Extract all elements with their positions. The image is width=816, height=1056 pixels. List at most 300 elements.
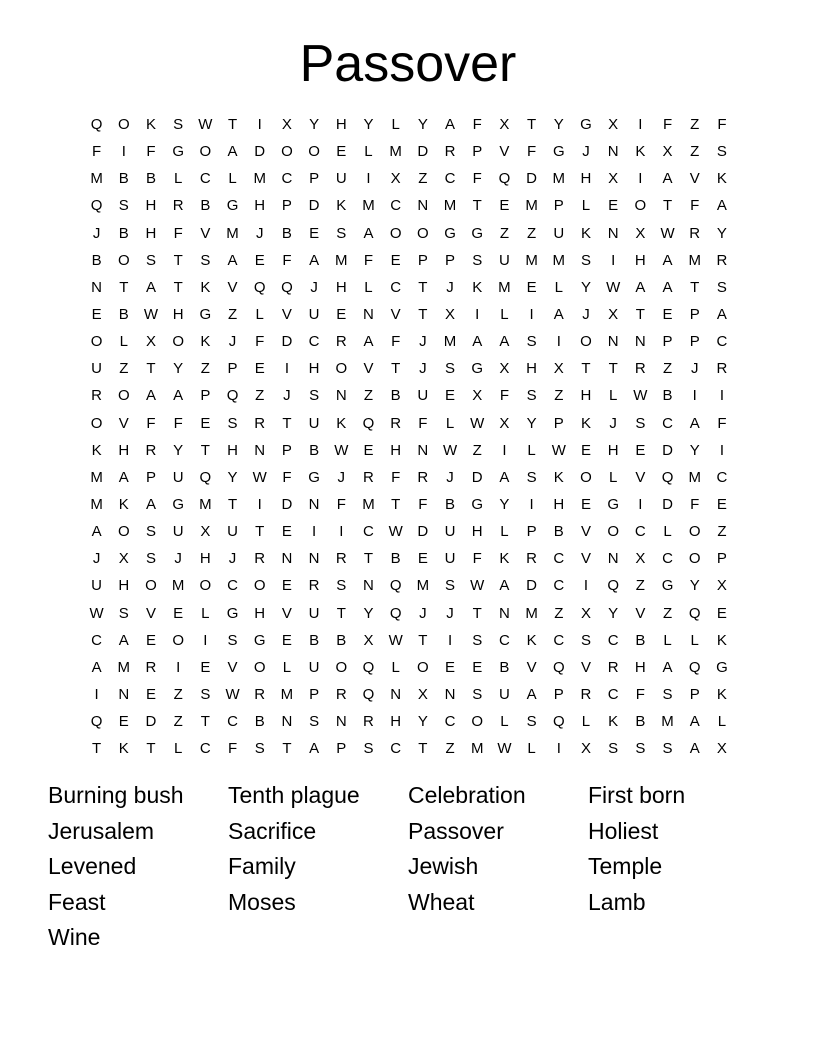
grid-letter: M [498, 278, 511, 296]
grid-letter: K [336, 414, 347, 432]
grid-letter: Q [362, 685, 375, 703]
grid-letter: F [255, 333, 265, 351]
grid-letter: E [526, 278, 537, 296]
grid-letter: O [281, 143, 293, 161]
word-list-item: Temple [588, 853, 663, 880]
grid-letter: B [553, 523, 564, 541]
grid-letter: F [282, 251, 292, 269]
grid-letter: N [281, 713, 293, 731]
grid-letter: V [580, 550, 591, 568]
grid-letter: A [689, 713, 700, 731]
grid-letter: W [470, 577, 485, 595]
grid-letter: Z [200, 360, 210, 378]
grid-letter: E [91, 305, 102, 323]
grid-letter: S [200, 685, 211, 703]
grid-letter: K [118, 495, 129, 513]
grid-letter: K [716, 685, 727, 703]
word-list-item: Burning bush [48, 782, 184, 808]
grid-letter: E [472, 658, 483, 676]
grid-letter: F [92, 143, 102, 161]
grid-letter: J [92, 224, 101, 242]
grid-letter: T [255, 523, 265, 541]
grid-letter: D [145, 713, 157, 731]
grid-letter: J [609, 414, 617, 432]
grid-letter: M [90, 468, 103, 486]
grid-letter: O [199, 577, 212, 595]
grid-letter: I [339, 523, 344, 541]
grid-letter: D [281, 333, 293, 351]
grid-letter: Z [445, 740, 455, 758]
grid-letter: Y [417, 116, 428, 133]
grid-letter: Z [527, 224, 537, 242]
grid-letter: Y [499, 495, 510, 513]
grid-letter: X [200, 523, 211, 541]
grid-letter: Y [173, 360, 184, 378]
grid-letter: A [118, 631, 129, 649]
grid-letter: T [282, 414, 292, 432]
grid-letter: Z [418, 170, 428, 188]
grid-letter: A [363, 224, 374, 242]
grid-letter: W [225, 685, 240, 703]
grid-letter: I [447, 631, 453, 649]
grid-letter: F [173, 224, 183, 242]
grid-letter: B [390, 387, 401, 405]
grid-letter: X [417, 685, 428, 703]
grid-letter: R [91, 387, 103, 405]
grid-letter: Y [553, 116, 564, 133]
grid-letter: C [308, 333, 320, 351]
grid-letter: N [607, 143, 619, 161]
grid-letter: H [553, 495, 565, 513]
grid-letter: O [335, 658, 348, 676]
grid-letter: I [719, 387, 724, 405]
grid-letter: P [336, 740, 347, 758]
grid-letter: I [638, 170, 643, 188]
grid-letter: W [198, 116, 213, 133]
grid-letter: P [281, 197, 292, 215]
grid-letter: S [526, 387, 537, 405]
grid-letter: B [635, 631, 646, 649]
grid-letter: S [118, 604, 129, 622]
grid-letter: K [608, 713, 619, 731]
grid-letter: Z [363, 387, 374, 405]
grid-letter: Z [690, 116, 700, 133]
grid-letter: F [173, 414, 183, 432]
grid-letter: E [336, 143, 347, 161]
grid-letter: A [553, 305, 564, 323]
grid-letter: P [716, 550, 727, 568]
grid-letter: H [254, 197, 266, 215]
grid-letter: S [309, 387, 320, 405]
grid-letter: Z [554, 604, 564, 622]
grid-letter: I [556, 333, 561, 351]
grid-letter: O [417, 658, 429, 676]
grid-letter: I [529, 305, 534, 323]
grid-letter: B [390, 550, 401, 568]
grid-letter: U [308, 604, 320, 622]
grid-letter: O [199, 143, 212, 161]
grid-letter: G [226, 197, 239, 215]
grid-letter: T [119, 278, 129, 296]
grid-letter: J [446, 468, 454, 486]
grid-letter: S [200, 251, 211, 269]
grid-letter: R [444, 143, 456, 161]
grid-letter: B [336, 631, 347, 649]
grid-letter: R [526, 550, 538, 568]
grid-letter: D [281, 495, 293, 513]
grid-letter: P [526, 523, 537, 541]
grid-letter: Z [635, 577, 645, 595]
grid-letter: S [173, 116, 184, 133]
grid-letter: L [527, 740, 536, 758]
grid-letter: T [173, 278, 183, 296]
grid-letter: N [308, 550, 320, 568]
grid-letter: Q [498, 170, 511, 188]
letter-grid [83, 111, 736, 762]
grid-letter: H [145, 197, 157, 215]
grid-letter: H [145, 224, 157, 242]
grid-letter: O [308, 143, 320, 161]
grid-letter: U [172, 523, 184, 541]
grid-letter: X [145, 333, 156, 351]
grid-letter: N [498, 604, 510, 622]
grid-letter: M [362, 197, 375, 215]
grid-letter: T [662, 197, 673, 215]
grid-letter: M [416, 577, 430, 595]
grid-letter: N [634, 333, 646, 351]
grid-letter: E [662, 305, 673, 323]
grid-letter: E [309, 224, 320, 242]
grid-letter: Y [227, 468, 238, 486]
grid-letter: D [471, 468, 483, 486]
grid-letter: E [580, 441, 591, 459]
grid-letter: K [200, 278, 211, 296]
grid-letter: C [553, 550, 565, 568]
grid-letter: H [335, 278, 347, 296]
grid-letter: I [475, 305, 480, 323]
grid-letter: N [118, 685, 130, 703]
grid-letter: A [526, 685, 537, 703]
grid-letter: S [254, 740, 265, 758]
grid-letter: B [499, 658, 510, 676]
grid-letter: M [470, 740, 484, 758]
grid-letter: B [91, 251, 102, 269]
grid-letter: H [254, 604, 266, 622]
grid-letter: P [689, 685, 700, 703]
grid-letter: A [227, 143, 238, 161]
grid-letter: S [716, 143, 727, 161]
grid-letter: W [334, 441, 349, 459]
grid-letter: R [417, 468, 429, 486]
grid-letter: S [526, 468, 537, 486]
grid-letter: T [336, 604, 346, 622]
grid-letter: E [499, 197, 510, 215]
word-list-item: First born [588, 782, 686, 808]
grid-letter: P [227, 360, 238, 378]
grid-letter: T [472, 197, 482, 215]
grid-letter: T [581, 360, 591, 378]
grid-letter: G [607, 495, 619, 513]
grid-letter: U [91, 360, 103, 378]
word-list-item: Jewish [408, 853, 479, 880]
grid-letter: V [227, 278, 238, 296]
grid-letter: F [690, 197, 700, 215]
grid-letter: S [472, 251, 483, 269]
grid-letter: J [446, 604, 454, 622]
grid-letter: S [662, 740, 673, 758]
grid-letter: M [688, 251, 701, 269]
grid-letter: T [418, 305, 428, 323]
grid-letter: Z [554, 387, 564, 405]
grid-letter: C [227, 713, 238, 731]
grid-letter: E [281, 577, 292, 595]
grid-letter: S [526, 713, 537, 731]
word-list-item: Sacrifice [228, 817, 317, 844]
grid-letter: W [388, 523, 403, 541]
grid-letter: J [419, 604, 427, 622]
grid-letter: T [173, 251, 183, 269]
grid-letter: D [662, 495, 673, 513]
grid-letter: E [145, 631, 156, 649]
grid-letter: X [635, 550, 646, 568]
grid-letter: K [716, 631, 727, 649]
grid-letter: Y [526, 414, 537, 432]
grid-letter: X [472, 387, 483, 405]
grid-letter: A [689, 740, 700, 758]
grid-letter: C [634, 523, 646, 541]
grid-letter: G [172, 495, 184, 513]
grid-letter: G [580, 116, 592, 133]
grid-letter: R [254, 550, 266, 568]
grid-letter: M [443, 197, 457, 215]
grid-letter: W [442, 441, 458, 459]
grid-letter: O [634, 197, 647, 215]
puzzle-title: Passover [299, 35, 517, 93]
grid-letter: I [366, 170, 371, 188]
grid-letter: Q [552, 713, 565, 731]
grid-letter: A [118, 468, 129, 486]
grid-letter: R [145, 658, 157, 676]
word-list-item: Family [228, 853, 296, 880]
grid-letter: U [417, 387, 429, 405]
word-list-item: Feast [48, 888, 106, 915]
grid-letter: A [227, 251, 238, 269]
grid-letter: T [363, 550, 374, 568]
grid-letter: V [145, 604, 156, 622]
grid-letter: H [118, 441, 130, 459]
grid-letter: P [553, 197, 564, 215]
grid-letter: I [638, 495, 643, 513]
grid-letter: P [309, 170, 320, 188]
grid-letter: E [445, 658, 456, 676]
grid-letter: E [254, 360, 265, 378]
grid-letter: N [607, 333, 619, 351]
grid-letter: X [363, 631, 374, 649]
grid-letter: B [254, 713, 265, 731]
grid-letter: S [662, 685, 673, 703]
grid-letter: U [498, 685, 510, 703]
grid-letter: F [363, 251, 374, 269]
grid-letter: E [417, 550, 428, 568]
grid-letter: Q [688, 604, 701, 622]
grid-letter: C [498, 631, 510, 649]
grid-letter: G [471, 360, 484, 378]
grid-letter: C [607, 631, 619, 649]
grid-letter: T [92, 740, 102, 758]
grid-letter: N [390, 685, 402, 703]
grid-letter: W [89, 604, 104, 622]
grid-letter: T [146, 360, 156, 378]
grid-letter: T [391, 360, 401, 378]
grid-letter: A [445, 116, 456, 133]
grid-letter: H [471, 523, 483, 541]
grid-letter: O [117, 387, 130, 405]
word-list-item: Holiest [588, 817, 659, 844]
grid-letter: G [226, 604, 239, 622]
word-list-item: Wheat [408, 888, 475, 915]
grid-letter: K [553, 468, 564, 486]
word-list-item: Tenth plague [228, 782, 360, 808]
word-list-item: Lamb [588, 888, 646, 915]
grid-letter: X [580, 604, 591, 622]
grid-letter: J [582, 305, 590, 323]
grid-letter: Y [309, 116, 320, 133]
grid-letter: Q [253, 278, 266, 296]
grid-letter: K [635, 143, 646, 161]
grid-letter: P [662, 333, 673, 351]
grid-letter: X [281, 116, 292, 133]
grid-letter: J [419, 360, 427, 378]
grid-letter: C [199, 740, 211, 758]
grid-letter: A [145, 278, 156, 296]
grid-letter: X [608, 170, 619, 188]
grid-letter: M [525, 604, 538, 622]
grid-letter: U [553, 224, 565, 242]
grid-letter: Y [173, 441, 184, 459]
grid-letter: E [281, 631, 292, 649]
grid-letter: L [364, 143, 373, 161]
grid-letter: K [200, 333, 211, 351]
grid-letter: R [689, 224, 701, 242]
grid-letter: R [335, 333, 347, 351]
grid-letter: J [446, 278, 454, 296]
grid-letter: M [335, 251, 348, 269]
grid-letter: A [91, 523, 102, 541]
grid-letter: U [91, 577, 103, 595]
grid-letter: U [335, 170, 347, 188]
grid-letter: H [634, 658, 646, 676]
grid-letter: S [635, 740, 646, 758]
grid-letter: D [417, 523, 429, 541]
grid-letter: X [499, 414, 510, 432]
grid-letter: M [90, 495, 103, 513]
grid-letter: I [176, 658, 181, 676]
grid-letter: B [662, 387, 673, 405]
grid-letter: S [145, 523, 156, 541]
grid-letter: C [281, 170, 293, 188]
grid-letter: X [608, 305, 619, 323]
grid-letter: O [417, 224, 429, 242]
grid-letter: S [580, 251, 591, 269]
grid-letter: A [472, 333, 483, 351]
grid-letter: L [201, 604, 210, 622]
grid-letter: X [390, 170, 401, 188]
grid-letter: P [689, 333, 700, 351]
grid-letter: C [363, 523, 374, 541]
grid-letter: J [228, 333, 237, 351]
grid-letter: D [662, 441, 673, 459]
grid-letter: L [228, 170, 237, 188]
grid-letter: O [117, 251, 130, 269]
grid-letter: L [608, 468, 618, 486]
grid-letter: D [308, 197, 320, 215]
grid-letter: K [145, 116, 156, 133]
grid-letter: N [363, 577, 374, 595]
grid-letter: A [145, 495, 156, 513]
grid-letter: T [146, 740, 156, 758]
grid-letter: F [282, 468, 292, 486]
grid-letter: T [418, 740, 428, 758]
grid-letter: H [634, 251, 646, 269]
grid-letter: F [635, 685, 645, 703]
grid-letter: D [254, 143, 266, 161]
grid-letter: N [607, 224, 619, 242]
grid-letter: N [417, 197, 429, 215]
grid-letter: P [145, 468, 156, 486]
grid-letter: C [390, 740, 402, 758]
grid-letter: U [444, 523, 456, 541]
grid-letter: V [390, 305, 401, 323]
grid-letter: H [580, 170, 592, 188]
grid-letter: A [173, 387, 184, 405]
grid-letter: I [719, 441, 724, 459]
grid-letter: O [117, 116, 130, 133]
grid-letter: M [389, 143, 402, 161]
grid-letter: D [417, 143, 429, 161]
grid-letter: E [635, 441, 646, 459]
grid-letter: J [310, 278, 318, 296]
grid-letter: D [526, 170, 538, 188]
grid-letter: R [607, 658, 619, 676]
grid-letter: B [635, 713, 646, 731]
grid-letter: N [335, 387, 347, 405]
grid-letter: Q [661, 468, 674, 486]
grid-letter: N [254, 441, 266, 459]
grid-letter: U [498, 251, 510, 269]
grid-letter: G [552, 143, 565, 161]
grid-letter: M [443, 333, 457, 351]
grid-letter: V [580, 658, 591, 676]
grid-letter: E [716, 495, 727, 513]
grid-letter: J [92, 550, 101, 568]
grid-letter: T [418, 278, 428, 296]
grid-letter: O [580, 333, 592, 351]
grid-letter: P [553, 685, 564, 703]
grid-letter: S [472, 685, 483, 703]
grid-letter: A [499, 577, 510, 595]
grid-letter: A [716, 197, 727, 215]
grid-letter: O [688, 523, 701, 541]
grid-letter: R [716, 360, 728, 378]
grid-letter: W [606, 278, 621, 296]
grid-letter: E [281, 523, 292, 541]
grid-letter: J [255, 224, 264, 242]
grid-letter: U [308, 305, 320, 323]
grid-letter: O [389, 224, 402, 242]
grid-letter: F [717, 116, 727, 133]
grid-letter: L [527, 441, 536, 459]
grid-letter: Q [389, 604, 402, 622]
